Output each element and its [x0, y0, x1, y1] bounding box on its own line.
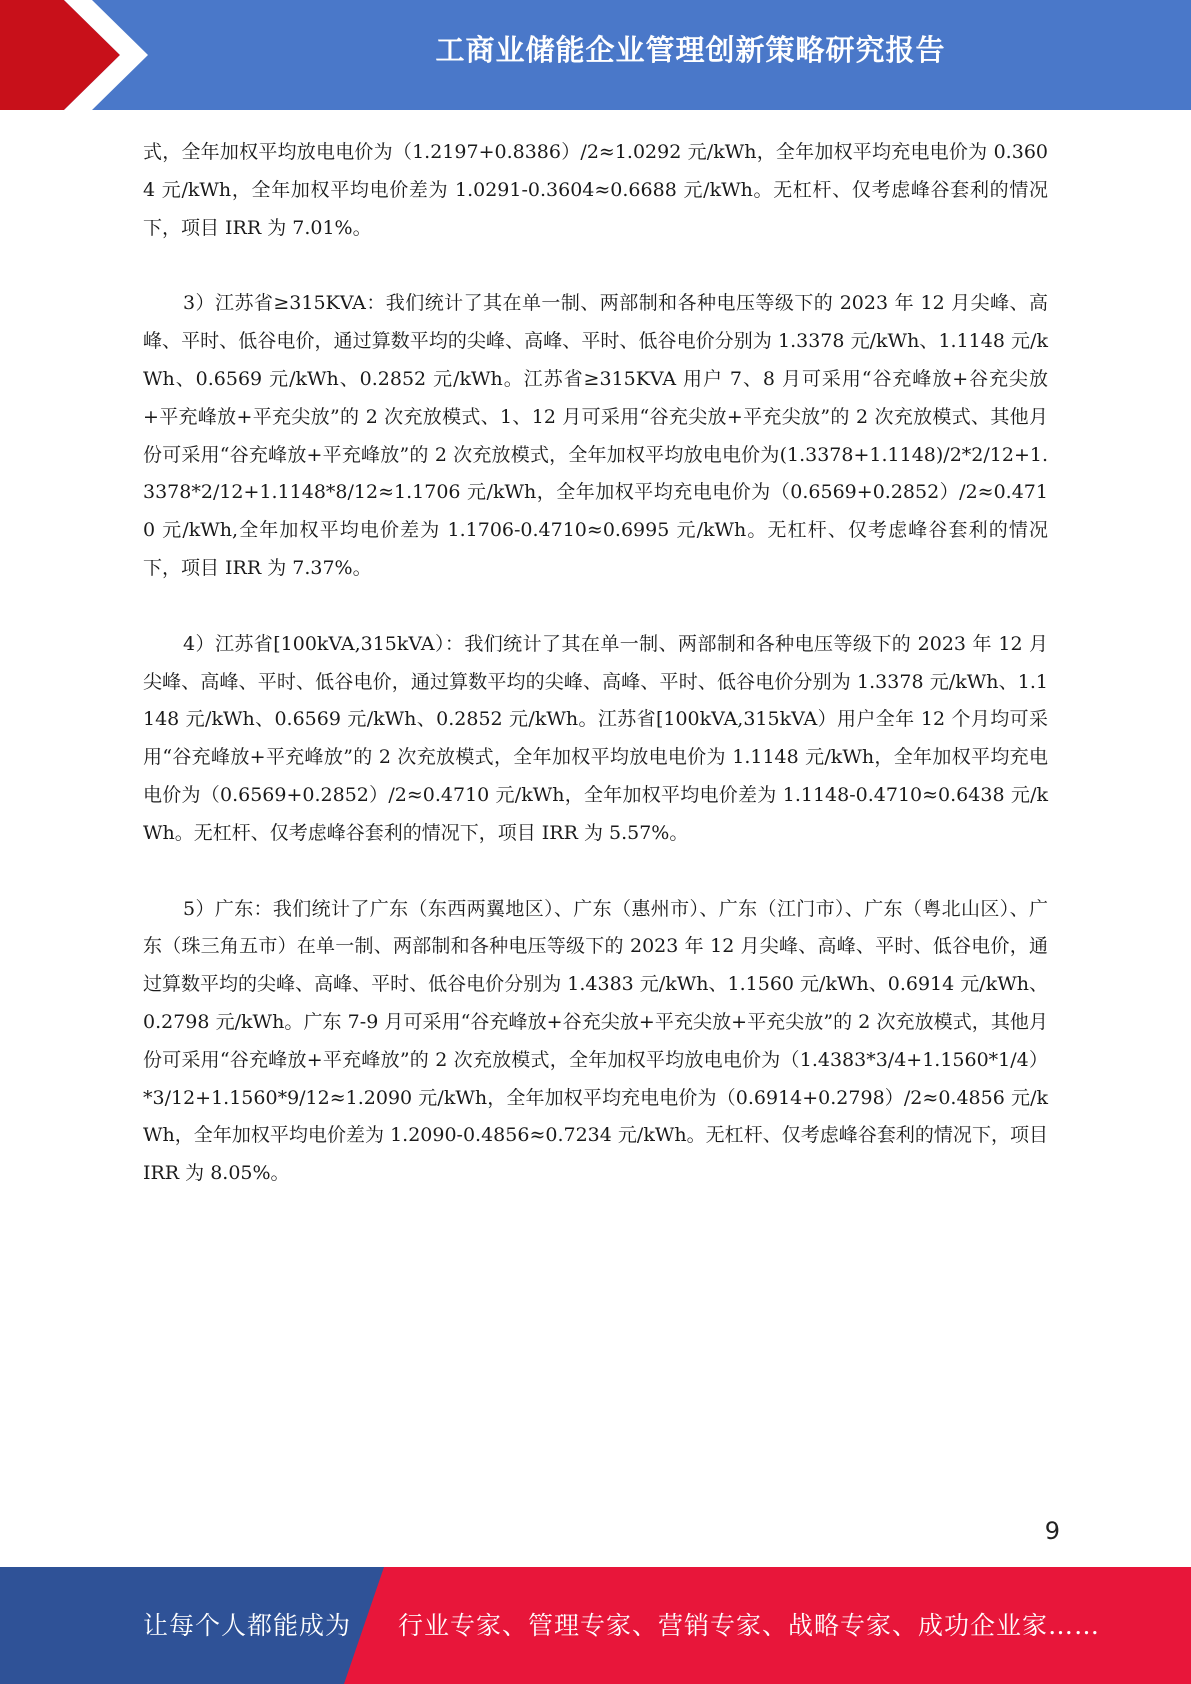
page-footer — [0, 1567, 1191, 1684]
page-number: 9 — [1044, 1517, 1060, 1545]
paragraph-continuation: 式，全年加权平均放电电价为（1.2197+0.8386）/2≈1.0292 元/kWh，全年加权平均充电电价为 0.3604 元/kWh，全年加权平均电价差为 1.0291-0.3604≈0.6688 元/kWh。无杠杆、仅考虑峰谷套利的情况下，项目 IRR 为 7.01%。 — [143, 141, 1048, 239]
footer-slogan-right: 行业专家、管理专家、营销专家、战略专家、成功企业家…… — [398, 1611, 1101, 1640]
page-header — [0, 0, 1191, 110]
paragraph-guangdong: 5）广东：我们统计了广东（东西两翼地区）、广东（惠州市）、广东（江门市）、广东（粤北山区）、广东（珠三角五市）在单一制、两部制和各种电压等级下的 2023 年 12 月尖峰、高峰、平时、低谷电价，通过算数平均的尖峰、高峰、平时、低谷电价分别为 1.4383 元/kWh、1.1560 元/kWh、0.6914 元/kWh、0.2798 元/kWh。广东 7-9 月可采用“谷充峰放+谷充尖放+平充尖放+平充尖放”的 2 次充放模式，其他月份可采用“谷充峰放+平充峰放”的 2 次充放模式，全年加权平均放电电价为（1.4383*3/4+1.1560*1/4）*3/12+1.1560*9/12≈1.2090 元/kWh，全年加权平均充电电价为（0.6914+0.2798）/2≈0.4856 元/kWh，全年加权平均电价差为 1.2090-0.4856≈0.7234 元/kWh。无杠杆、仅考虑峰谷套利的情况下，项目 IRR 为 8.05%。 — [143, 897, 1048, 1185]
report-title: 工商业储能企业管理创新策略研究报告 — [435, 33, 946, 67]
footer-slogan-left: 让每个人都能成为 — [143, 1611, 352, 1640]
body-content — [143, 134, 1048, 1231]
paragraph-jiangsu-315kva: 3）江苏省≥315KVA：我们统计了其在单一制、两部制和各种电压等级下的 2023 年 12 月尖峰、高峰、平时、低谷电价，通过算数平均的尖峰、高峰、平时、低谷电价分别为 1.3378 元/kWh、1.1148 元/kWh、0.6569 元/kWh、0.2852 元/kWh。江苏省≥315KVA 用户 7、8 月可采用“谷充峰放+谷充尖放+平充峰放+平充尖放”的 2 次充放模式、1、12 月可采用“谷充尖放+平充尖放”的 2 次充放模式、其他月份可采用“谷充峰放+平充峰放”的 2 次充放模式，全年加权平均放电电价为(1.3378+1.1148)/2*2/12+1.3378*2/12+1.1148*8/12≈1.1706 元/kWh，全年加权平均充电电价为（0.6569+0.2852）/2≈0.4710 元/kWh,全年加权平均电价差为 1.1706-0.4710≈0.6995 元/kWh。无杠杆、仅考虑峰谷套利的情况下，项目 IRR 为 7.37%。 — [143, 292, 1048, 579]
paragraph-jiangsu-100-315kva: 4）江苏省[100kVA,315kVA）：我们统计了其在单一制、两部制和各种电压等级下的 2023 年 12 月尖峰、高峰、平时、低谷电价，通过算数平均的尖峰、高峰、平时、低谷电价分别为 1.3378 元/kWh、1.1148 元/kWh、0.6569 元/kWh、0.2852 元/kWh。江苏省[100kVA,315kVA）用户全年 12 个月均可采用“谷充峰放+平充峰放”的 2 次充放模式，全年加权平均放电电价为 1.1148 元/kWh，全年加权平均充电电价为（0.6569+0.2852）/2≈0.4710 元/kWh，全年加权平均电价差为 1.1148-0.4710≈0.6438 元/kWh。无杠杆、仅考虑峰谷套利的情况下，项目 IRR 为 5.57%。 — [143, 632, 1048, 844]
header-chevron-decoration — [0, 0, 160, 110]
